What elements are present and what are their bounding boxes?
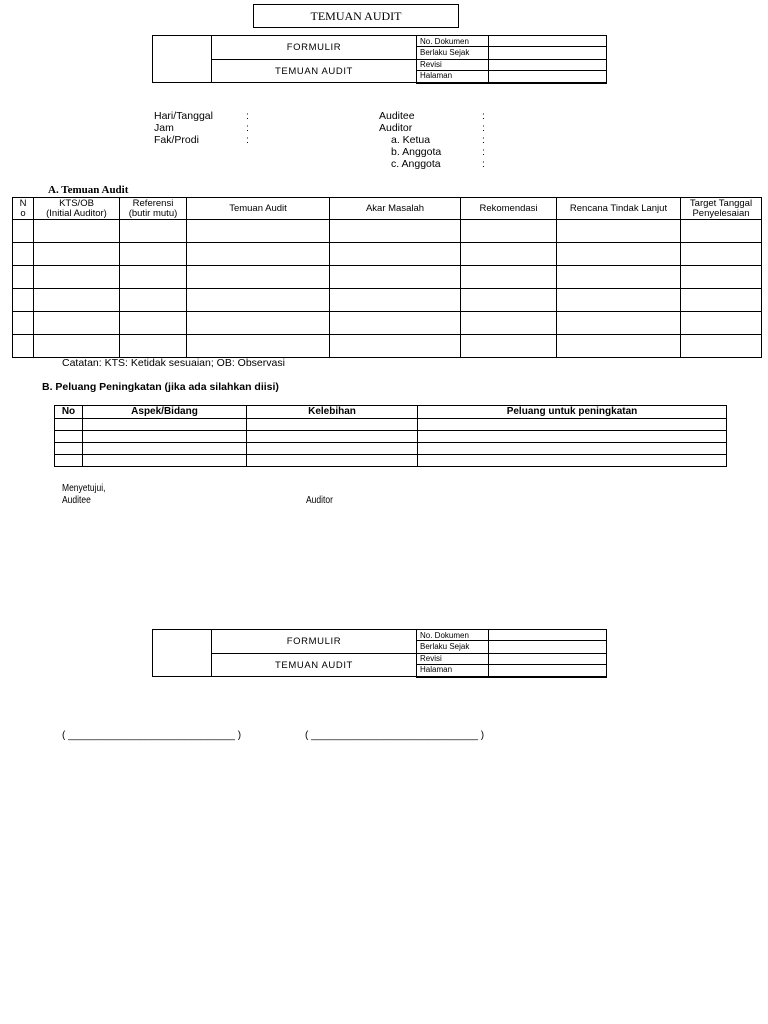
info-fak-prodi: Fak/Prodi	[154, 134, 199, 146]
table-row	[55, 443, 727, 455]
table-row	[55, 431, 727, 443]
info-auditor: Auditor	[379, 122, 413, 134]
table-note: Catatan: KTS: Ketidak sesuaian; OB: Observasi	[62, 357, 285, 369]
col-b-no: No	[55, 406, 83, 419]
signature-line-auditee: ( ______________________________ )	[62, 730, 242, 741]
logo-cell	[153, 36, 212, 83]
col-referensi: Referensi (butir mutu)	[120, 198, 187, 220]
meta-halaman: Halaman	[417, 71, 489, 83]
meta-no-dokumen: No. Dokumen	[417, 36, 489, 47]
col-no: N o	[13, 198, 34, 220]
header-temuan-audit: TEMUAN AUDIT	[212, 60, 417, 83]
meta-revisi: Revisi	[417, 654, 489, 665]
meta-berlaku-sejak: Berlaku Sejak	[417, 641, 489, 654]
col-temuan: Temuan Audit	[187, 198, 330, 220]
table-row	[13, 335, 762, 358]
info-jam: Jam	[154, 122, 174, 134]
table-row	[13, 289, 762, 312]
form-header-top	[152, 35, 607, 84]
col-kts-ob: KTS/OB (Initial Auditor)	[34, 198, 120, 220]
table-row	[13, 312, 762, 335]
signature-line-auditor: ( ______________________________ )	[305, 730, 485, 741]
section-a-title: A. Temuan Audit	[48, 184, 129, 196]
meta-halaman: Halaman	[417, 665, 489, 677]
info-anggota-b: b. Anggota	[391, 146, 442, 158]
header-temuan-audit: TEMUAN AUDIT	[212, 654, 417, 677]
col-peluang: Peluang untuk peningkatan	[418, 406, 727, 419]
table-row	[13, 266, 762, 289]
col-kelebihan: Kelebihan	[247, 406, 418, 419]
peluang-table	[54, 405, 727, 467]
col-aspek: Aspek/Bidang	[83, 406, 247, 419]
table-row	[13, 243, 762, 266]
section-b-title: B. Peluang Peningkatan (jika ada silahkan diisi)	[42, 381, 279, 393]
col-akar-masalah: Akar Masalah	[330, 198, 461, 220]
form-header-bottom	[152, 629, 607, 678]
table-row	[55, 455, 727, 467]
meta-revisi: Revisi	[417, 60, 489, 71]
info-anggota-c: c. Anggota	[391, 158, 441, 170]
header-formulir: FORMULIR	[212, 630, 417, 654]
table-row	[55, 419, 727, 431]
table-row	[13, 220, 762, 243]
header-formulir: FORMULIR	[212, 36, 417, 60]
col-target: Target Tanggal Penyelesaian	[681, 198, 762, 220]
meta-berlaku-sejak: Berlaku Sejak	[417, 47, 489, 60]
approval-label: Menyetujui,	[62, 483, 106, 494]
info-ketua: a. Ketua	[391, 134, 431, 146]
temuan-audit-table	[12, 197, 762, 358]
meta-no-dokumen: No. Dokumen	[417, 630, 489, 641]
info-hari-tanggal: Hari/Tanggal	[154, 110, 213, 122]
page-title: TEMUAN AUDIT	[253, 4, 459, 28]
logo-cell	[153, 630, 212, 677]
info-auditee: Auditee	[379, 110, 415, 122]
col-rencana: Rencana Tindak Lanjut	[557, 198, 681, 220]
col-rekomendasi: Rekomendasi	[461, 198, 557, 220]
auditor-label: Auditor	[306, 495, 333, 506]
auditee-label: Auditee	[62, 495, 91, 506]
